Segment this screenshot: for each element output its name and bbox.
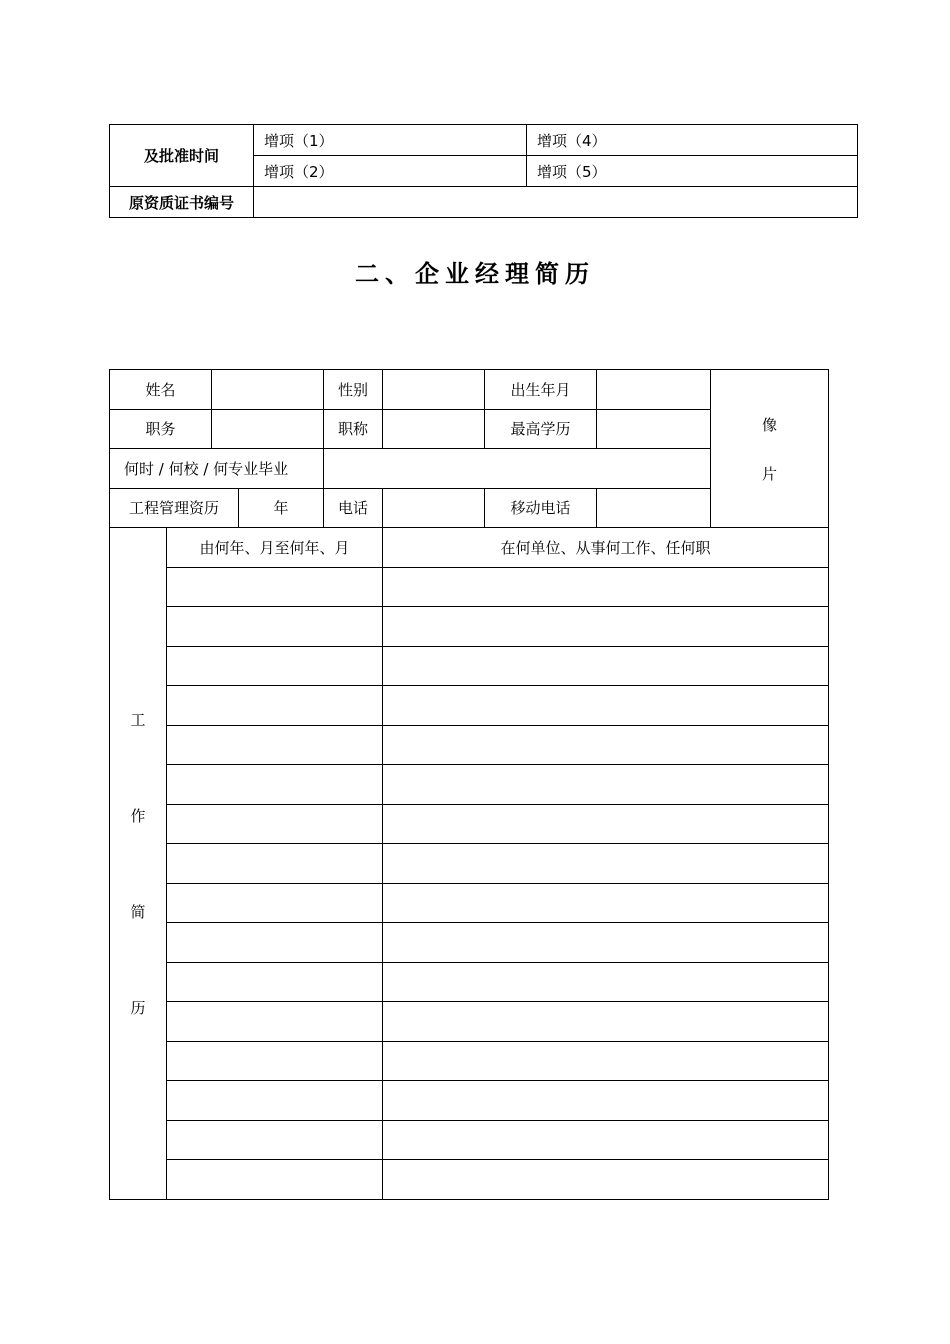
work-history-char-1: 工 xyxy=(130,710,146,729)
period-cell[interactable] xyxy=(167,962,383,1002)
job-cell[interactable] xyxy=(383,1120,829,1160)
education-field[interactable] xyxy=(597,409,711,449)
job-cell[interactable] xyxy=(383,1041,829,1081)
name-label: 姓名 xyxy=(110,370,212,410)
name-field[interactable] xyxy=(212,370,324,410)
period-cell[interactable] xyxy=(167,804,383,844)
gender-label: 性别 xyxy=(324,370,383,410)
work-history-char-3: 简 xyxy=(130,902,146,921)
job-cell[interactable] xyxy=(383,607,829,647)
job-cell[interactable] xyxy=(383,1160,829,1200)
section-title: 二、企业经理简历 xyxy=(355,259,595,288)
job-cell[interactable] xyxy=(383,686,829,726)
period-cell[interactable] xyxy=(167,923,383,963)
mobile-field[interactable] xyxy=(597,488,711,528)
history-row xyxy=(110,844,829,884)
photo-char-2: 片 xyxy=(762,464,778,483)
history-row xyxy=(110,1081,829,1121)
job-cell[interactable] xyxy=(383,725,829,765)
photo-char-1: 像 xyxy=(762,415,778,434)
job-cell[interactable] xyxy=(383,567,829,607)
period-cell[interactable] xyxy=(167,725,383,765)
job-cell[interactable] xyxy=(383,883,829,923)
graduation-label: 何时 / 何校 / 何专业毕业 xyxy=(110,449,324,489)
period-cell[interactable] xyxy=(167,765,383,805)
history-row xyxy=(110,804,829,844)
graduation-field[interactable] xyxy=(324,449,711,489)
phone-label: 电话 xyxy=(324,488,383,528)
period-cell[interactable] xyxy=(167,1081,383,1121)
period-cell[interactable] xyxy=(167,1002,383,1042)
experience-label: 工程管理资历 xyxy=(110,488,239,528)
experience-years[interactable]: 年 xyxy=(239,488,324,528)
birth-label: 出生年月 xyxy=(485,370,597,410)
period-cell[interactable] xyxy=(167,1120,383,1160)
history-row xyxy=(110,646,829,686)
period-header: 由何年、月至何年、月 xyxy=(167,528,383,568)
history-row xyxy=(110,686,829,726)
original-cert-field[interactable] xyxy=(254,187,858,218)
qualification-table xyxy=(109,124,858,218)
history-row xyxy=(110,765,829,805)
added-item-1: 增项（1） xyxy=(254,125,527,156)
history-row xyxy=(110,567,829,607)
education-label: 最高学历 xyxy=(485,409,597,449)
job-cell[interactable] xyxy=(383,646,829,686)
history-row xyxy=(110,1120,829,1160)
job-cell[interactable] xyxy=(383,1002,829,1042)
history-row xyxy=(110,725,829,765)
history-row xyxy=(110,923,829,963)
job-cell[interactable] xyxy=(383,804,829,844)
added-item-5: 增项（5） xyxy=(527,156,858,187)
period-cell[interactable] xyxy=(167,844,383,884)
gender-field[interactable] xyxy=(383,370,485,410)
work-history-label xyxy=(110,528,167,1200)
mobile-label: 移动电话 xyxy=(485,488,597,528)
birth-field[interactable] xyxy=(597,370,711,410)
phone-field[interactable] xyxy=(383,488,485,528)
history-row xyxy=(110,962,829,1002)
title-field[interactable] xyxy=(383,409,485,449)
original-cert-label: 原资质证书编号 xyxy=(110,187,254,218)
added-item-2: 增项（2） xyxy=(254,156,527,187)
history-row xyxy=(110,1041,829,1081)
period-cell[interactable] xyxy=(167,607,383,647)
work-history-char-2: 作 xyxy=(130,806,146,825)
photo-area[interactable] xyxy=(711,370,829,528)
work-history-char-4: 历 xyxy=(130,998,146,1017)
job-cell[interactable] xyxy=(383,962,829,1002)
period-cell[interactable] xyxy=(167,1160,383,1200)
history-row xyxy=(110,1160,829,1200)
job-cell[interactable] xyxy=(383,923,829,963)
job-cell[interactable] xyxy=(383,844,829,884)
added-item-4: 增项（4） xyxy=(527,125,858,156)
position-label: 职务 xyxy=(110,409,212,449)
history-row xyxy=(110,883,829,923)
manager-resume-table xyxy=(109,369,829,1200)
period-cell[interactable] xyxy=(167,646,383,686)
job-header: 在何单位、从事何工作、任何职 xyxy=(383,528,829,568)
period-cell[interactable] xyxy=(167,686,383,726)
period-cell[interactable] xyxy=(167,883,383,923)
period-cell[interactable] xyxy=(167,567,383,607)
title-label: 职称 xyxy=(324,409,383,449)
position-field[interactable] xyxy=(212,409,324,449)
history-row xyxy=(110,607,829,647)
history-row xyxy=(110,1002,829,1042)
period-cell[interactable] xyxy=(167,1041,383,1081)
approval-time-label: 及批准时间 xyxy=(110,125,254,187)
job-cell[interactable] xyxy=(383,1081,829,1121)
job-cell[interactable] xyxy=(383,765,829,805)
